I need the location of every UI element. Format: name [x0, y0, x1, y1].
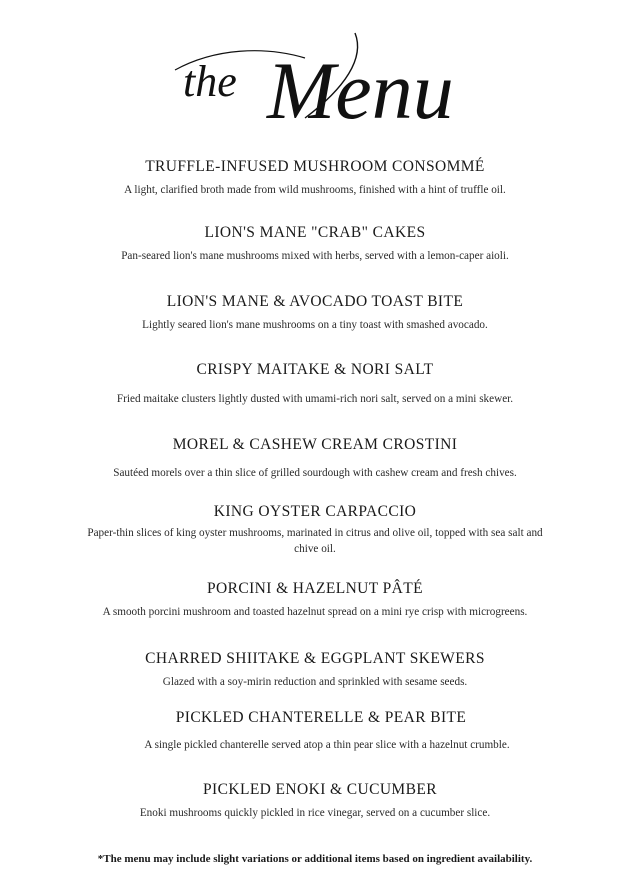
- menu-item-name: PICKLED CHANTERELLE & PEAR BITE: [175, 709, 467, 726]
- menu-item: [0, 650, 630, 690]
- menu-item: [0, 436, 630, 481]
- menu-item: [0, 158, 630, 198]
- menu-item-description: Fried maitake clusters lightly dusted with umami-rich nori salt, served on a mini skewer.: [116, 393, 514, 405]
- title-large: Menu: [267, 45, 454, 136]
- menu-item: [0, 224, 630, 264]
- menu-item: [0, 709, 630, 753]
- menu-item-description: Enoki mushrooms quickly pickled in rice vinegar, served on a cucumber slice.: [139, 807, 491, 819]
- menu-item: [0, 503, 630, 557]
- menu-item-name: PORCINI & HAZELNUT PÂTÉ: [206, 580, 423, 597]
- menu-item-name: LION'S MANE & AVOCADO TOAST BITE: [166, 293, 464, 310]
- menu-item-description: Pan-seared lion's mane mushrooms mixed with herbs, served with a lemon-caper aioli.: [121, 250, 509, 262]
- menu-item: [0, 361, 630, 407]
- menu-item-description: Paper-thin slices of king oyster mushrooms, marinated in citrus and olive oil, topped with sea salt and chive oil.: [87, 527, 543, 555]
- menu-item: [0, 293, 630, 333]
- menu-item: [0, 781, 630, 821]
- menu-title-script: [155, 18, 475, 148]
- menu-item-description: A single pickled chanterelle served atop a thin pear slice with a hazelnut crumble.: [144, 739, 510, 751]
- menu-item-name: PICKLED ENOKI & CUCUMBER: [203, 781, 437, 798]
- menu-title: [0, 18, 630, 148]
- menu-item-description: Sautéed morels over a thin slice of grilled sourdough with cashew cream and fresh chives.: [113, 467, 517, 479]
- menu-item-name: TRUFFLE-INFUSED MUSHROOM CONSOMMÉ: [145, 158, 485, 175]
- menu-item-description: Glazed with a soy-mirin reduction and sprinkled with sesame seeds.: [162, 676, 468, 688]
- menu-item-name: CRISPY MAITAKE & NORI SALT: [196, 361, 434, 378]
- menu-item-name: CHARRED SHIITAKE & EGGPLANT SKEWERS: [145, 650, 485, 667]
- availability-footnote: *The menu may include slight variations or additional items based on ingredient availability.: [97, 853, 533, 865]
- title-small: the: [183, 57, 237, 106]
- menu-item-name: LION'S MANE "CRAB" CAKES: [204, 224, 426, 241]
- menu-item-name: MOREL & CASHEW CREAM CROSTINI: [172, 436, 458, 453]
- menu-item: [0, 580, 630, 620]
- menu-item-description: A smooth porcini mushroom and toasted hazelnut spread on a mini rye crisp with microgreens.: [102, 606, 528, 618]
- menu-item-name: KING OYSTER CARPACCIO: [213, 503, 417, 520]
- menu-item-description: A light, clarified broth made from wild mushrooms, finished with a hint of truffle oil.: [124, 184, 506, 196]
- menu-item-description: Lightly seared lion's mane mushrooms on a tiny toast with smashed avocado.: [142, 319, 488, 331]
